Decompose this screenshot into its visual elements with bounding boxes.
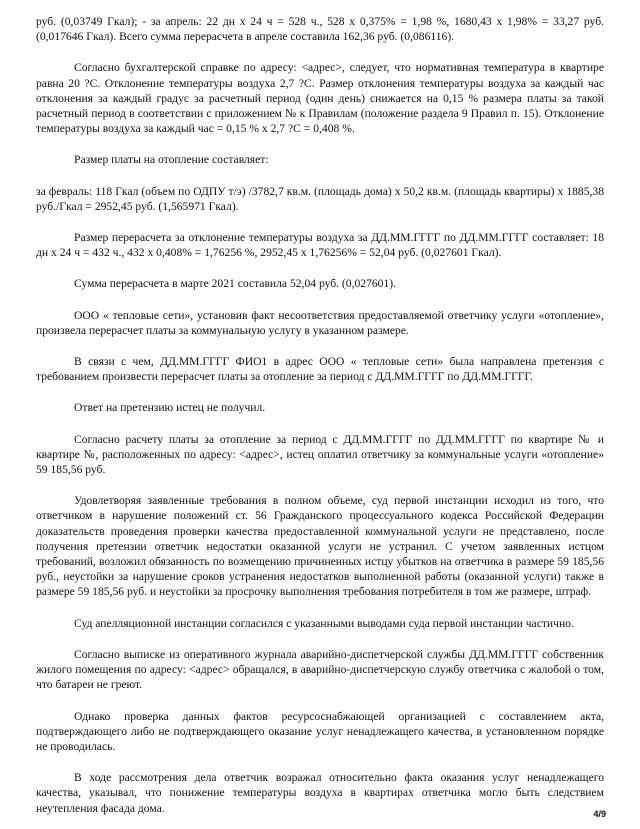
paragraph-first-instance-ruling: Удовлетворяя заявленные требования в полном объеме, суд первой инстанции исходил из того, что ответчиком в нарушение положений ст. 56 Гражданского процессуального кодекса Российской Федерации доказательств проведения проверки качества предоставленной коммунальной услуги не представлено, после получения претензии ответчик недостатки оказанной услуги не устранил. С учетом заявленных истцом требований, возложил обязанность по возмещению причиненных истцу убытков на ответчика в размере 59 185,56 руб., неустойки за нарушение сроков устранения недостатков выполненной работы (оказанной услуги) также в размере 59 185,56 руб. и неустойки за просрочку выполнения требования потребителя в том же размере, штраф. xyxy=(36,494,604,599)
page-number: 4/9 xyxy=(593,809,606,819)
paragraph-february-fee: за февраль: 118 Гкал (объем по ОДПУ т/э) /3782,7 кв.м. (площадь дома) х 50,2 кв.м. (площадь квартиры) х 1885,38 руб./Гкал = 2952,45 руб. (1,565971 Гкал). xyxy=(36,184,604,213)
paragraph-claim-sent: В связи с чем, ДД.ММ.ГГГГ ФИО1 в адрес ООО « тепловые сети» была направлена претензия с требованием произвести перерасчет платы за отопление за период с ДД.ММ.ГГГГ по ДД.ММ.ГГГГ. xyxy=(36,355,604,384)
paragraph-payment-calculation: Согласно расчету платы за отопление за период с ДД.ММ.ГГГГ по ДД.ММ.ГГГГ по квартире № и квартире №, расположенных по адресу: <адрес>, истец оплатил ответчику за коммунальные услуги «отопление» 59 185,56 руб. xyxy=(36,432,604,477)
paragraph-no-reply: Ответ на претензию истец не получил. xyxy=(74,401,266,415)
paragraph-recalculation-size: Размер перерасчета за отклонение температуры воздуха за ДД.ММ.ГГГГ по ДД.ММ.ГГГГ составляет: 18 дн х 24 ч = 432 ч., 432 х 0,408% = 1,76256 %, 2952,45 х 1,76256% = 52,04 руб. (0,027601 Гкал). xyxy=(36,231,604,260)
paragraph-april-calculation: руб. (0,03749 Гкал); - за апрель: 22 дн х 24 ч = 528 ч., 528 х 0,375% = 1,98 %, 1680,43 х 1,98% = 33,27 руб. (0,017646 Гкал). Всего сумма перерасчета в апреле составила 162,36 руб. (0,086116). xyxy=(36,15,604,44)
paragraph-no-inspection: Однако проверка данных фактов ресурсоснабжающей организацией с составлением акта, подтверждающего либо не подтверждающего оказание услуг ненадлежащего качества, в установленном порядке не проводилась. xyxy=(36,709,604,753)
paragraph-company-recalculation: ООО « тепловые сети», установив факт несоответствия предоставляемой ответчику услуги «отопление», произвела перерасчет платы за коммунальную услугу в указанном размере. xyxy=(36,308,604,337)
paragraph-dispatch-log: Согласно выписке из оперативного журнала аварийно-диспетчерской службы ДД.ММ.ГГГГ собственник жилого помещения по адресу: <адрес> обращался, в аварийно-диспетчерскую службу ответчика с жалобой о том, что батареи не греют. xyxy=(36,647,604,692)
paragraph-accounting-certificate: Согласно бухгалтерской справке по адресу: <адрес>, следует, что нормативная температура в квартире равна 20 ?С. Отклонение температуры воздуха 2,7 ?С. Размер отклонения температуры воздуха за каждый час отклонения за каждый градус за расчетный период (один день) снижается на 0,15 % размера платы за такой расчетный период в соответствии с приложением № к Правилам (положение раздела 9 Правил п. 15). Отклонение температуры воздуха за каждый час = 0,15 % х 2,7 ?С = 0,408 %. xyxy=(36,61,604,136)
paragraph-defendant-objection: В ходе рассмотрения дела ответчик возражал относительно факта оказания услуг ненадлежащего качества, указывал, что понижение температуры воздуха в квартирах ответчика могло быть следствием неутепления фасада дома. xyxy=(36,771,604,815)
paragraph-march-total: Сумма перерасчета в марте 2021 составила 52,04 руб. (0,027601). xyxy=(74,277,397,291)
paragraph-appeal-court: Суд апелляционной инстанции согласился с указанными выводами суда первой инстанции частично. xyxy=(74,616,574,630)
paragraph-heating-fee-intro: Размер платы на отопление составляет: xyxy=(74,153,269,167)
